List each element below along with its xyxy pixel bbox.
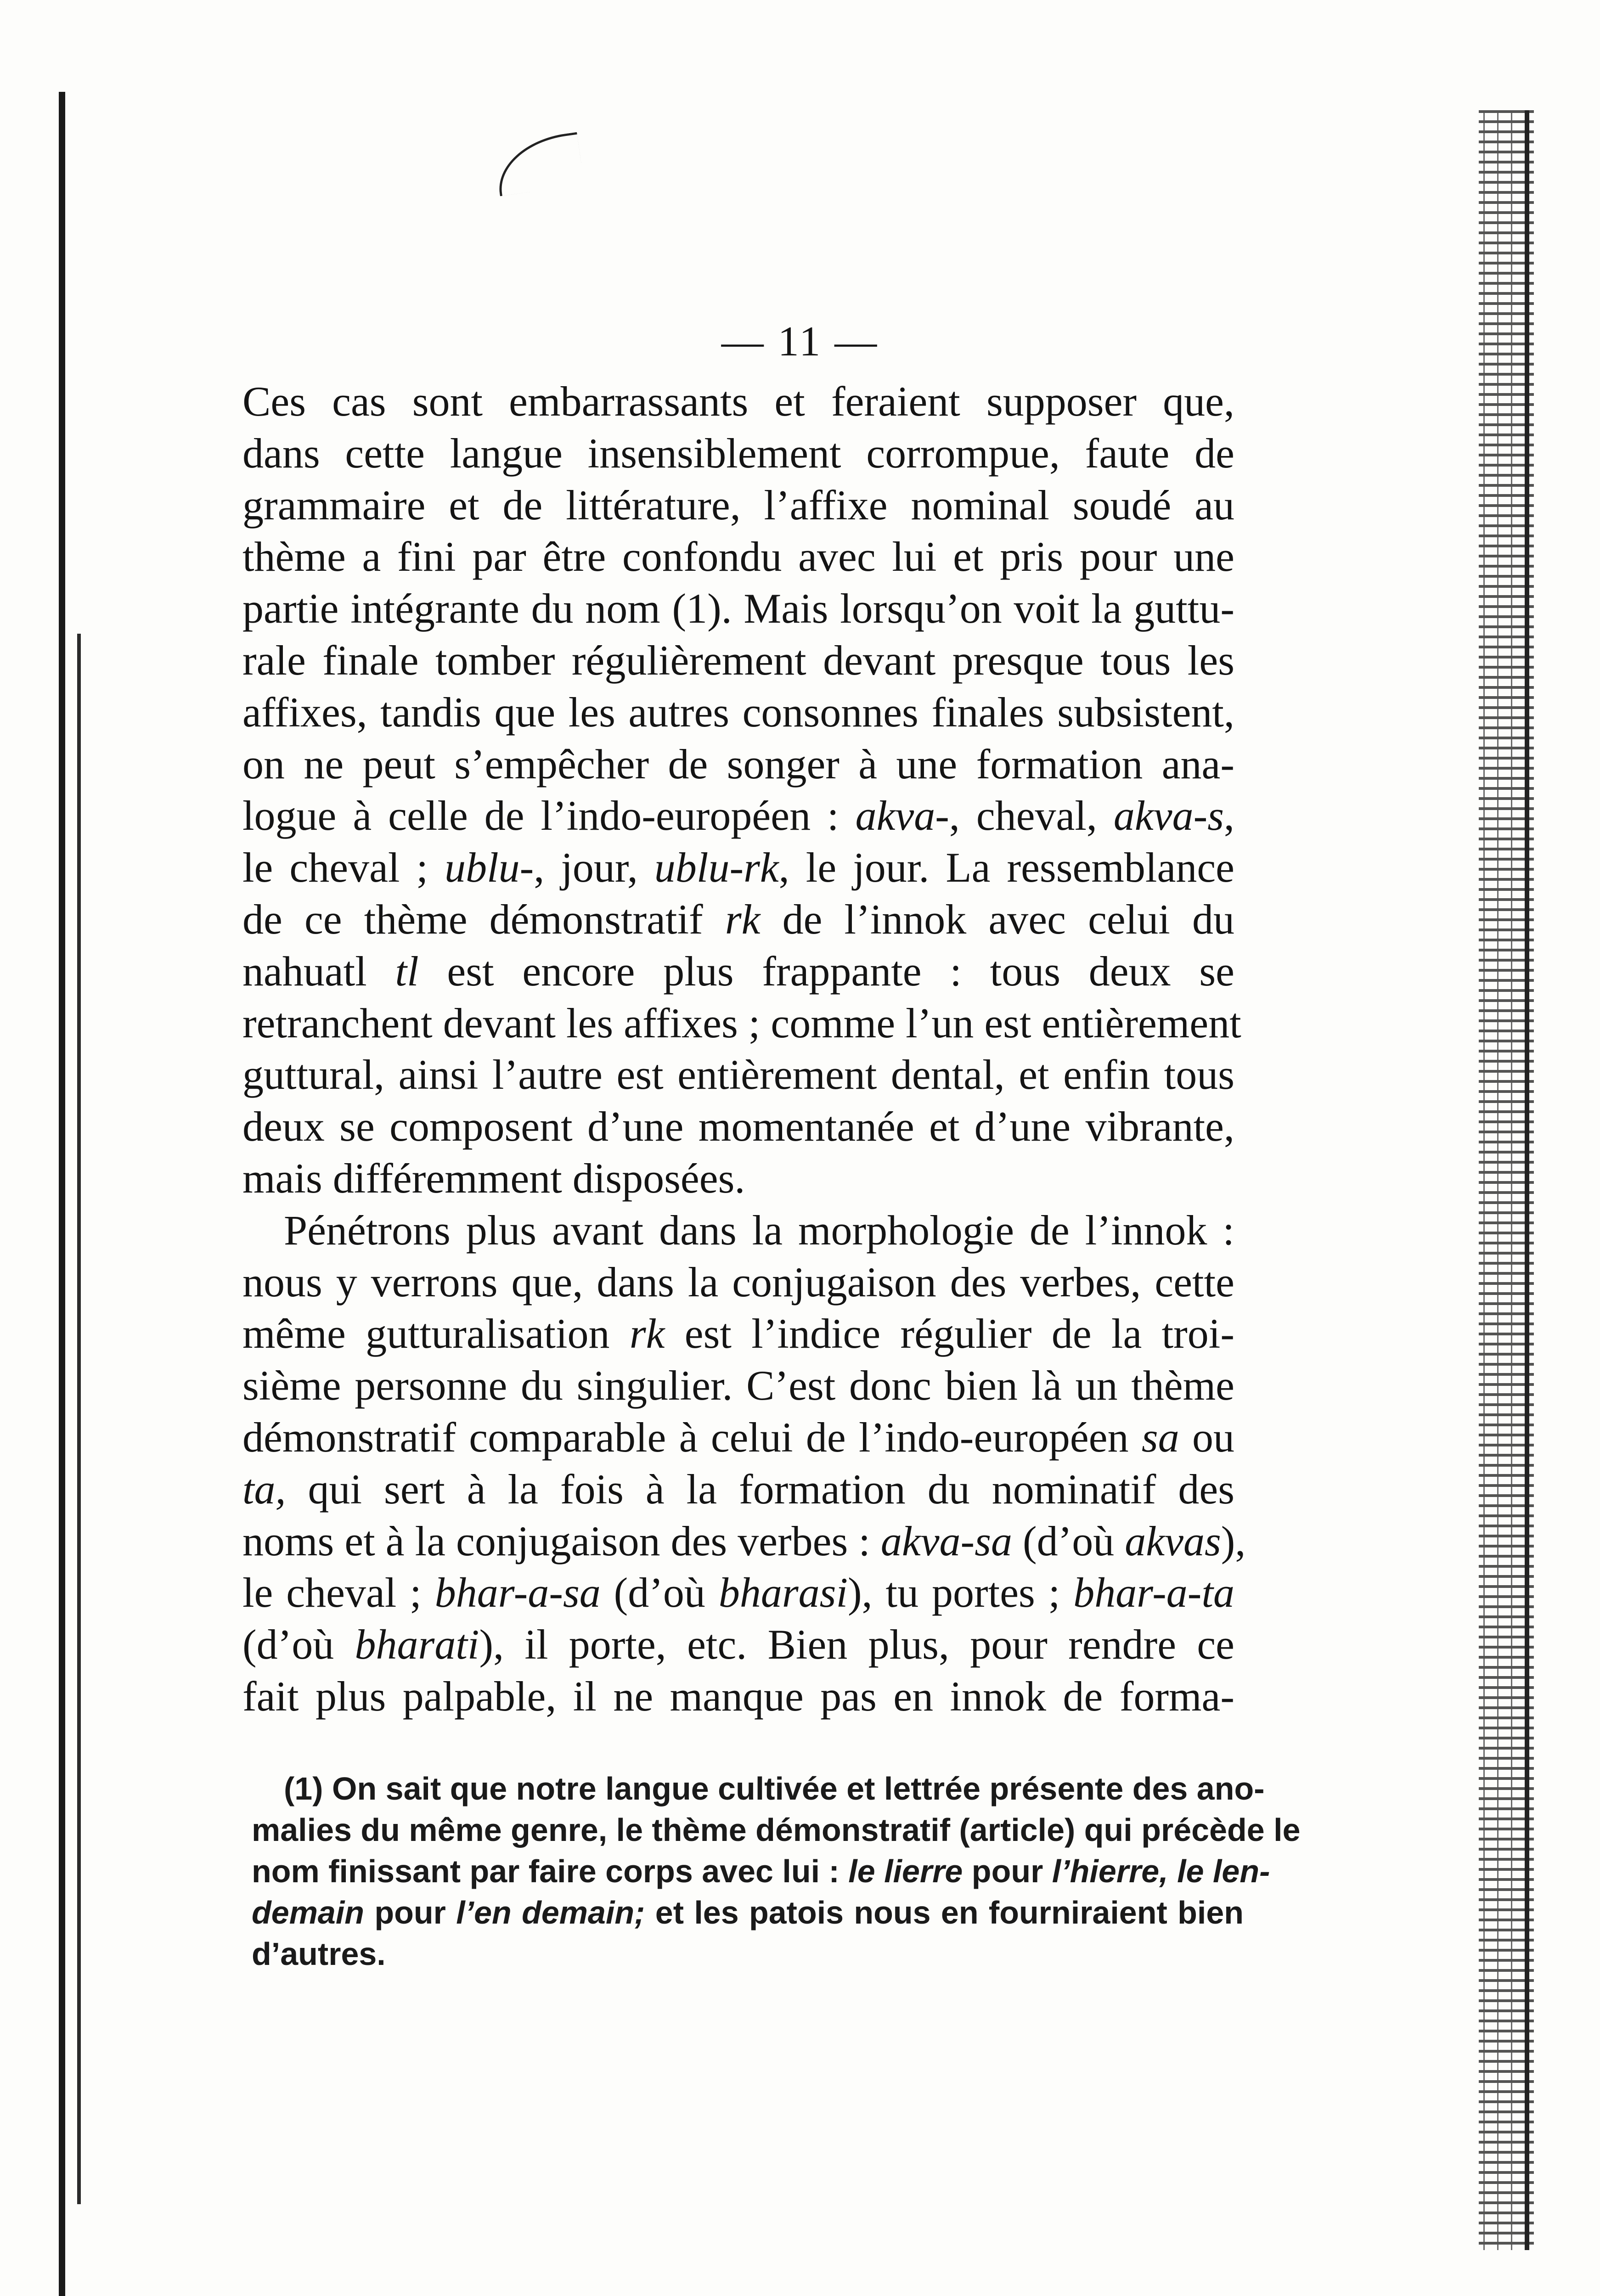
- footnote-line: d’autres.: [252, 1936, 386, 1972]
- text-line: même gutturalisation rk est l’indice régulier de la troi-: [242, 1310, 1235, 1357]
- body-text: [242, 376, 1246, 1722]
- text-line: partie intégrante du nom (1). Mais lorsqu’on voit la guttu-: [242, 585, 1234, 632]
- text-line: logue à celle de l’indo-européen : akva-, cheval, akva-s,: [242, 792, 1235, 839]
- text-line: retranchent devant les affixes ; comme l’un est entièrement: [242, 999, 1241, 1047]
- scan-binding-edge-inner: [77, 634, 81, 2204]
- text-line: nahuatl tl est encore plus frappante : tous deux se: [242, 947, 1234, 995]
- text-line: démonstratif comparable à celui de l’indo-européen sa ou: [242, 1413, 1235, 1461]
- scan-page-edge-line: [1525, 110, 1529, 2250]
- scan-binding-edge: [59, 92, 65, 2296]
- text-line: deux se composent d’une momentanée et d’une vibrante,: [242, 1103, 1234, 1150]
- text-line: thème a fini par être confondu avec lui et pris pour une: [242, 533, 1234, 580]
- footnote-line: nom finissant par faire corps avec lui : le lierre pour l’hierre, le len-: [252, 1853, 1270, 1889]
- footnote: [252, 1768, 1301, 1975]
- text-line: de ce thème démonstratif rk de l’innok avec celui du: [242, 895, 1234, 943]
- text-line: nous y verrons que, dans la conjugaison des verbes, cette: [242, 1258, 1234, 1306]
- page-number: — 11 —: [721, 318, 879, 365]
- text-line: Ces cas sont embarrassants et feraient supposer que,: [242, 378, 1234, 425]
- text-line: on ne peut s’empêcher de songer à une formation ana-: [242, 740, 1234, 788]
- text-line: ta, qui sert à la fois à la formation du nominatif des: [242, 1465, 1234, 1513]
- text-line: mais différemment disposées.: [242, 1154, 745, 1202]
- text-line: dans cette langue insensiblement corrompue, faute de: [242, 429, 1234, 477]
- pencil-mark: [493, 132, 584, 197]
- text-line: fait plus palpable, il ne manque pas en innok de forma-: [242, 1672, 1234, 1720]
- text-line: le cheval ; bhar-a-sa (d’où bharasi), tu portes ; bhar-a-ta: [242, 1569, 1234, 1616]
- text-line: sième personne du singulier. C’est donc bien là un thème: [242, 1362, 1234, 1409]
- text-line: rale finale tomber régulièrement devant presque tous les: [242, 636, 1234, 684]
- text-line: (d’où bharati), il porte, etc. Bien plus, pour rendre ce: [242, 1621, 1234, 1668]
- footnote-line: demain pour l’en demain; et les patois nous en fourniraient bien: [252, 1895, 1244, 1930]
- text-line: noms et à la conjugaison des verbes : akva-sa (d’où akvas),: [242, 1517, 1246, 1564]
- text-line: guttural, ainsi l’autre est entièrement dental, et enfin tous: [242, 1051, 1234, 1098]
- footnote-line: (1) On sait que notre langue cultivée et lettrée présente des ano-: [284, 1771, 1265, 1806]
- text-line: grammaire et de littérature, l’affixe nominal soudé au: [242, 481, 1234, 529]
- footnote-line: malies du même genre, le thème démonstratif (article) qui précède le: [252, 1812, 1301, 1848]
- text-line: le cheval ; ublu-, jour, ublu-rk, le jour. La ressemblance: [242, 844, 1234, 891]
- text-line: affixes, tandis que les autres consonnes finales subsistent,: [242, 688, 1234, 736]
- text-line: Pénétrons plus avant dans la morphologie de l’innok :: [284, 1206, 1234, 1254]
